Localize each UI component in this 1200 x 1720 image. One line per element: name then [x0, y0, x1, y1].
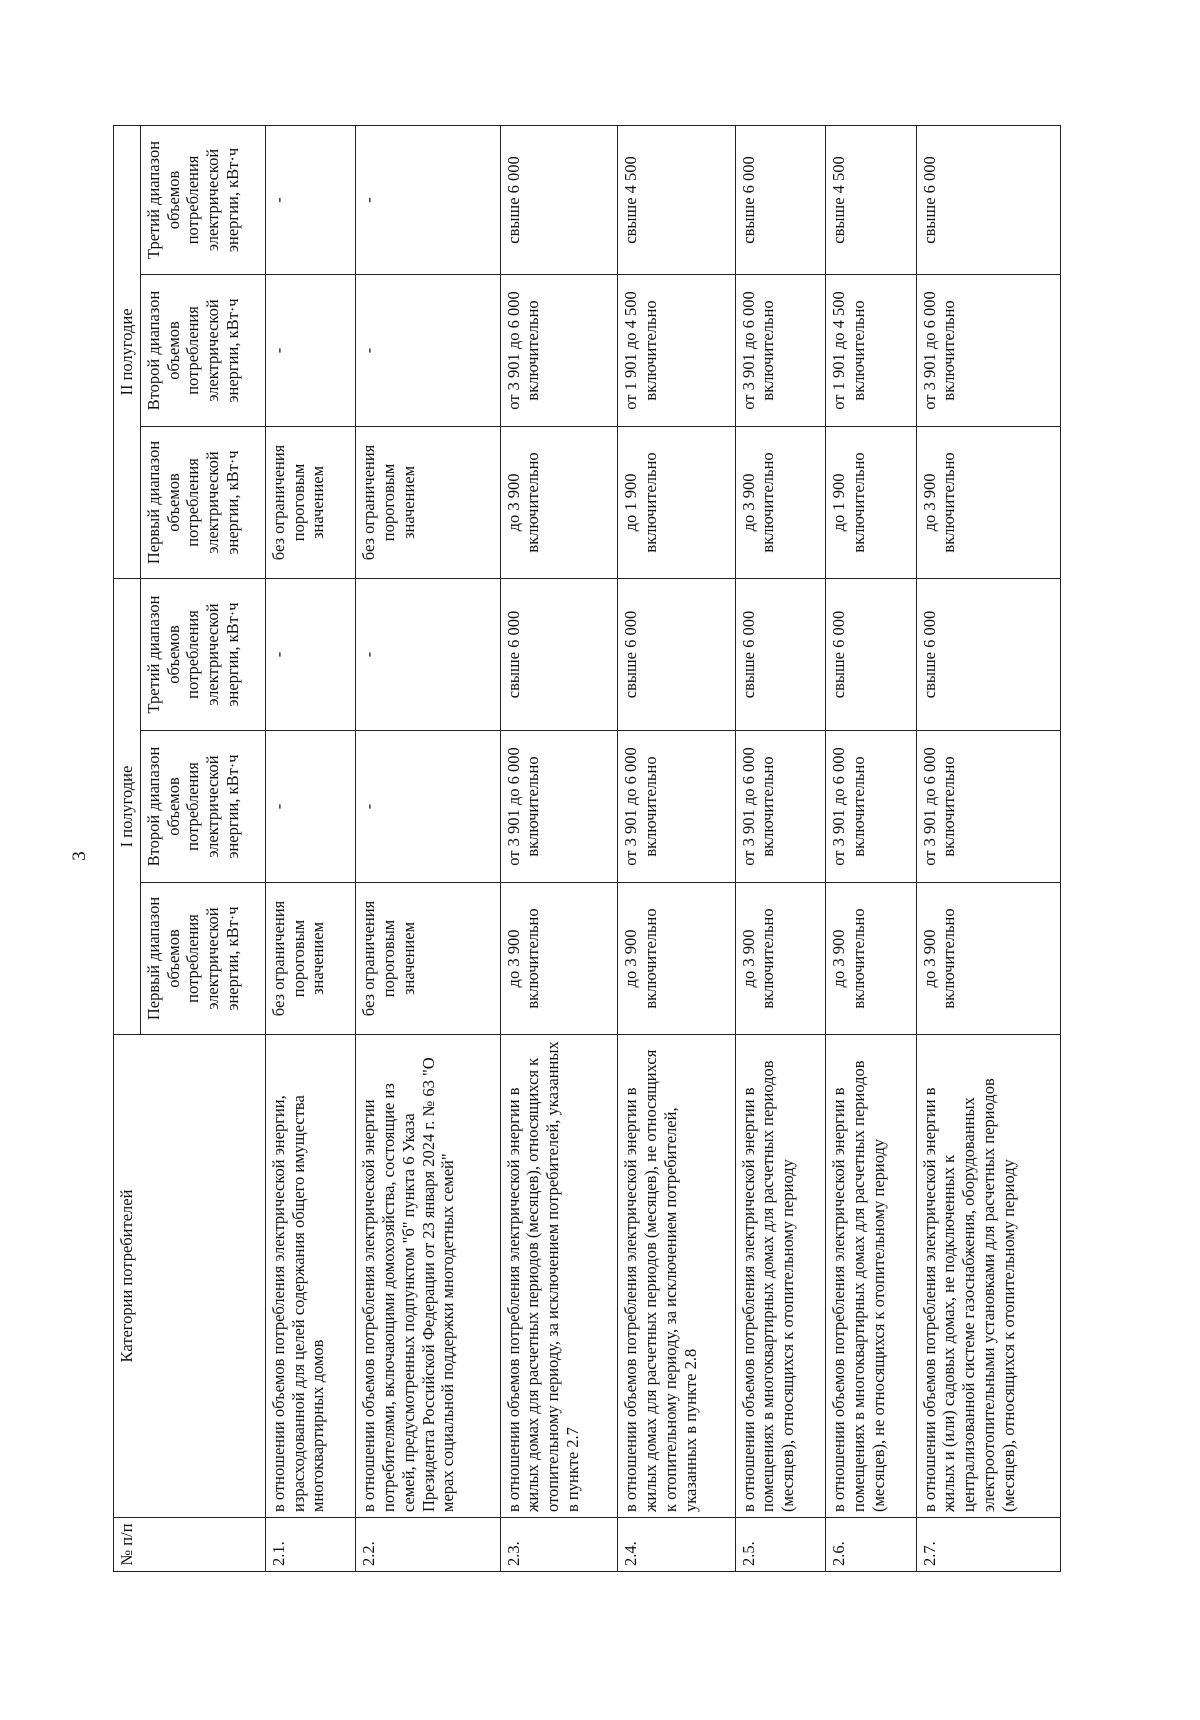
row-value: до 1 900 включительно	[618, 426, 735, 578]
row-value: до 1 900 включительно	[826, 426, 916, 578]
row-value: -	[265, 731, 355, 883]
row-value: свыше 4 500	[826, 125, 916, 274]
header-num: № п/п	[114, 1518, 266, 1572]
row-number: 2.1.	[265, 1518, 355, 1572]
row-value: от 3 901 до 6 000 включительно	[500, 731, 617, 883]
row-value: свыше 6 000	[826, 578, 916, 730]
header-half-2: II полугодие	[114, 125, 141, 578]
row-value: от 3 901 до 6 000 включительно	[916, 731, 1060, 883]
row-value: -	[265, 125, 355, 274]
row-value: -	[356, 578, 500, 730]
row-number: 2.3.	[500, 1518, 617, 1572]
row-value: до 3 900 включительно	[916, 426, 1060, 578]
row-value: свыше 6 000	[500, 125, 617, 274]
row-value: -	[356, 731, 500, 883]
row-value: от 3 901 до 6 000 включительно	[618, 731, 735, 883]
table-row	[916, 125, 1060, 1571]
row-number: 2.2.	[356, 1518, 500, 1572]
row-category: в отношении объемов потребления электрической энергии в жилых домах для расчетных периодов (месяцев), относящихся к отопительному периоду, за исключением потребителей, указанных в пункте 2.7	[500, 1035, 617, 1518]
row-category: в отношении объемов потребления электрической энергии, израсходованной для целей содержания общего имущества многоквартирных домов	[265, 1035, 355, 1518]
page-number: 3	[69, 851, 90, 861]
row-value: -	[356, 274, 500, 426]
table-row	[265, 125, 355, 1571]
row-value: до 3 900 включительно	[916, 883, 1060, 1035]
row-category: в отношении объемов потребления электрической энергии в жилых и (или) садовых домах, не подключенных к централизованной системе газоснабжения, оборудованных электроотопительными установками для расчетных периодов (месяцев), относящихся к отопительному периоду	[916, 1035, 1060, 1518]
row-value: до 3 900 включительно	[735, 426, 825, 578]
row-value: свыше 6 000	[500, 578, 617, 730]
row-value: -	[265, 578, 355, 730]
row-value: свыше 4 500	[618, 125, 735, 274]
row-value: без ограничения пороговым значением	[356, 426, 500, 578]
row-number: 2.4.	[618, 1518, 735, 1572]
row-value: от 3 901 до 6 000 включительно	[916, 274, 1060, 426]
row-value: свыше 6 000	[916, 125, 1060, 274]
header-range-1-3: Третий диапазон объемов потребления электрической энергии, кВт·ч	[140, 578, 265, 730]
header-row-top	[114, 125, 141, 1571]
table-row	[826, 125, 916, 1571]
row-value: от 3 901 до 6 000 включительно	[826, 731, 916, 883]
header-range-2-3: Третий диапазон объемов потребления электрической энергии, кВт·ч	[140, 125, 265, 274]
table-row	[618, 125, 735, 1571]
header-range-2-2: Второй диапазон объемов потребления электрической энергии, кВт·ч	[140, 274, 265, 426]
row-value: от 3 901 до 6 000 включительно	[735, 274, 825, 426]
header-range-2-1: Первый диапазон объемов потребления электрической энергии, кВт·ч	[140, 426, 265, 578]
table-row	[735, 125, 825, 1571]
row-category: в отношении объемов потребления электрической энергии в помещениях в многоквартирных домах для расчетных периодов (месяцев), относящихся к отопительному периоду	[735, 1035, 825, 1518]
row-value: свыше 6 000	[618, 578, 735, 730]
row-category: в отношении объемов потребления электрической энергии потребителями, включающими домохозяйства, состоящие из семей, предусмотренных подпунктом "б" пункта 6 Указа Президента Российской Федерации от 23 января 2024 г. № 63 "О мерах социальной поддержки многодетных семей"	[356, 1035, 500, 1518]
row-value: без ограничения пороговым значением	[356, 883, 500, 1035]
header-range-1-2: Второй диапазон объемов потребления электрической энергии, кВт·ч	[140, 731, 265, 883]
row-value: от 1 901 до 4 500 включительно	[826, 274, 916, 426]
row-number: 2.7.	[916, 1518, 1060, 1572]
row-value: от 3 901 до 6 000 включительно	[735, 731, 825, 883]
row-category: в отношении объемов потребления электрической энергии в помещениях в многоквартирных домах для расчетных периодов (месяцев), не относящихся к отопительному периоду	[826, 1035, 916, 1518]
row-value: от 3 901 до 6 000 включительно	[500, 274, 617, 426]
row-value: от 1 901 до 4 500 включительно	[618, 274, 735, 426]
table-row	[500, 125, 617, 1571]
row-value: свыше 6 000	[735, 578, 825, 730]
row-value: -	[356, 125, 500, 274]
row-value: до 3 900 включительно	[500, 426, 617, 578]
row-category: в отношении объемов потребления электрической энергии в жилых домах для расчетных периодов (месяцев), не относящихся к отопительному периоду, за исключением потребителей, указанных в пункте 2.8	[618, 1035, 735, 1518]
header-half-1: I полугодие	[114, 578, 141, 1034]
row-value: без ограничения пороговым значением	[265, 426, 355, 578]
row-value: без ограничения пороговым значением	[265, 883, 355, 1035]
row-number: 2.6.	[826, 1518, 916, 1572]
row-value: до 3 900 включительно	[500, 883, 617, 1035]
row-value: -	[265, 274, 355, 426]
row-value: свыше 6 000	[735, 125, 825, 274]
row-value: до 3 900 включительно	[735, 883, 825, 1035]
row-value: свыше 6 000	[916, 578, 1060, 730]
header-range-1-1: Первый диапазон объемов потребления электрической энергии, кВт·ч	[140, 883, 265, 1035]
row-number: 2.5.	[735, 1518, 825, 1572]
table-row	[356, 125, 500, 1571]
row-value: до 3 900 включительно	[826, 883, 916, 1035]
header-category: Категории потребителей	[114, 1035, 266, 1518]
row-value: до 3 900 включительно	[618, 883, 735, 1035]
rotated-table-container	[113, 126, 1061, 1572]
consumption-ranges-table	[113, 125, 1061, 1572]
